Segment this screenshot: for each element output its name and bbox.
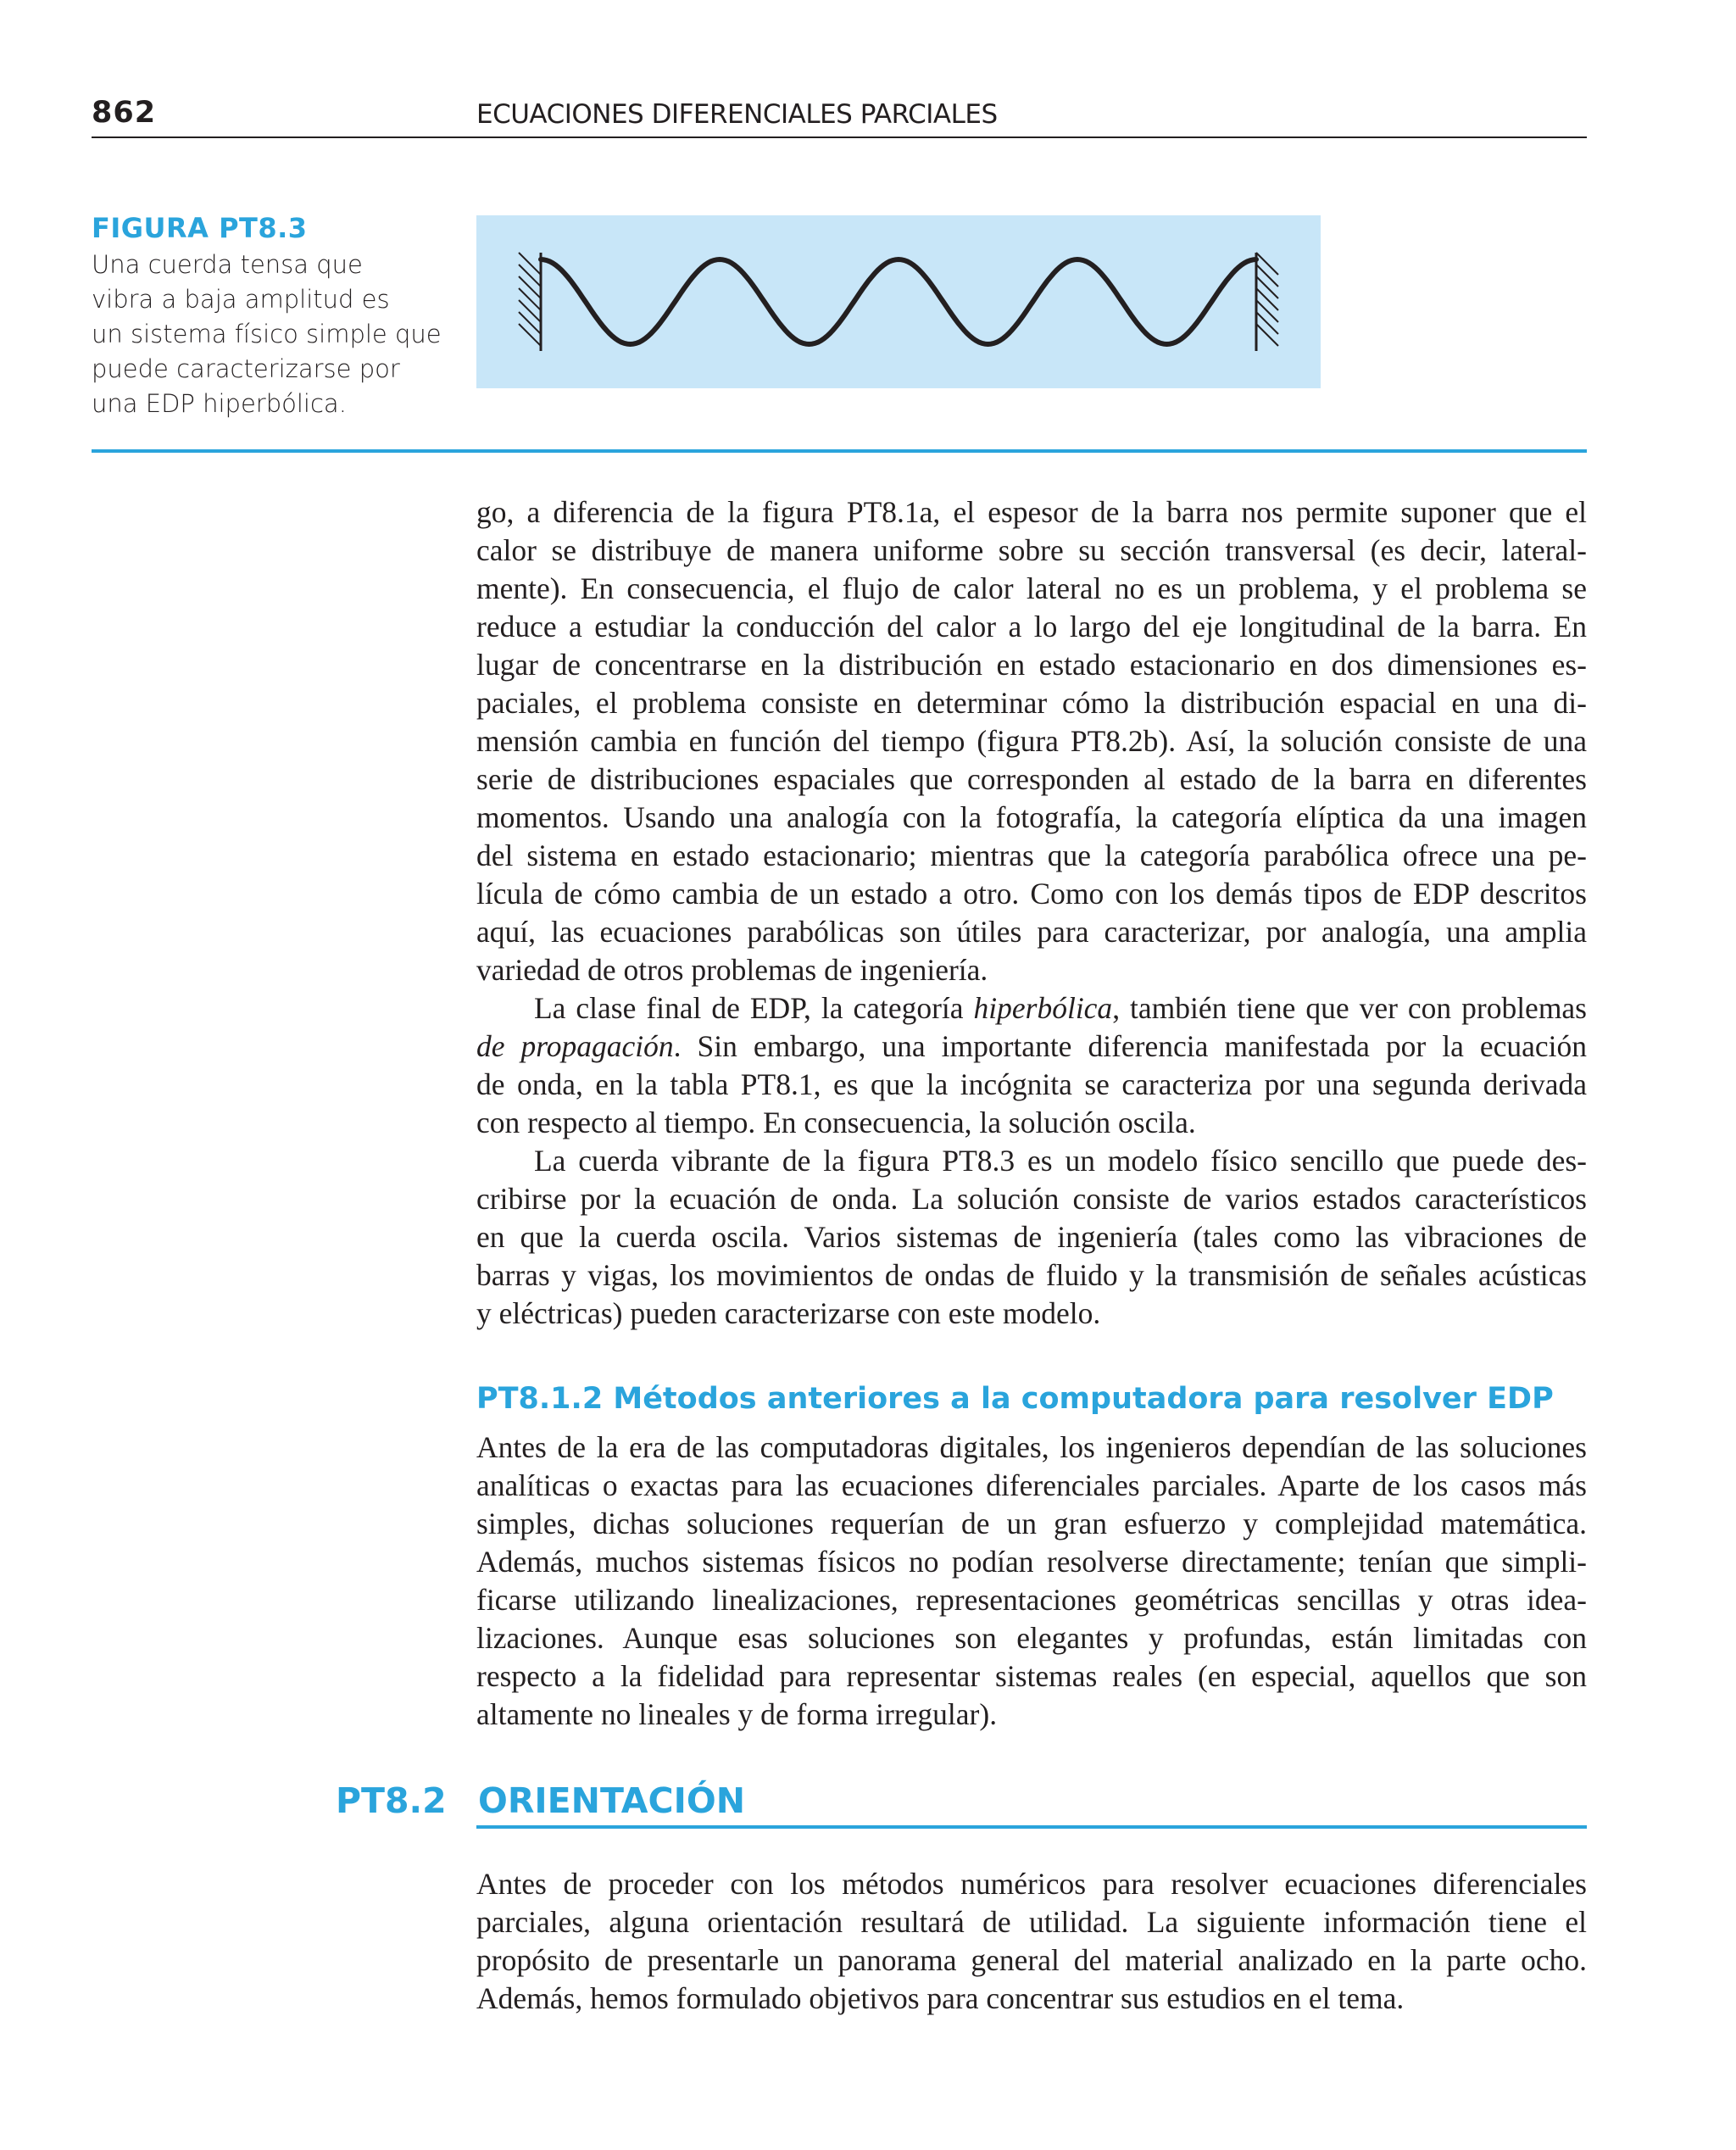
section-title: ORIENTACIÓN	[478, 1780, 746, 1821]
caption-line: una EDP hiperbólica.	[92, 389, 347, 418]
text-line: mente). En consecuencia, el flujo de calor lateral no es un problema, y el problema se	[476, 571, 1587, 605]
text-line: mensión cambia en función del tiempo (figura PT8.2b). Así, la solución consiste de una	[476, 724, 1587, 758]
page-number: 862	[92, 96, 157, 130]
text-line: calor se distribuye de manera uniforme sobre su sección transversal (es decir, lateral-	[476, 533, 1587, 567]
text-line: lugar de concentrarse en la distribución en estado estacionario en dos dimensiones es-	[476, 648, 1587, 682]
section-number: PT8.2	[336, 1780, 447, 1821]
text-line: altamente no lineales y de forma irregular).	[476, 1697, 998, 1731]
caption-line: un sistema físico simple que	[92, 320, 442, 348]
text-line: Además, hemos formulado objetivos para concentrar sus estudios en el tema.	[476, 1981, 1405, 2015]
text-line: simples, dichas soluciones requerían de un gran esfuerzo y complejidad matemática.	[476, 1507, 1587, 1540]
italic-term: hiperbólica	[973, 991, 1113, 1025]
paragraph-precomputer-methods	[476, 1429, 1587, 1734]
text-line: momentos. Usando una analogía con la fotografía, la categoría elíptica da una imagen	[476, 800, 1587, 834]
caption-line: vibra a baja amplitud es	[92, 285, 390, 314]
text-line: reduce a estudiar la conducción del calor a lo largo del eje longitudinal de la barra. En	[476, 610, 1587, 643]
paragraph-orientation	[476, 1865, 1587, 2018]
text-line: Antes de la era de las computadoras digitales, los ingenieros dependían de las soluciones	[476, 1430, 1587, 1464]
figure-caption	[92, 248, 448, 421]
text-line: La cuerda vibrante de la figura PT8.3 es un modelo físico sencillo que puede des-	[534, 1144, 1587, 1178]
text-line: serie de distribuciones espaciales que corresponden al estado de la barra en diferentes	[476, 762, 1587, 796]
text-line: de onda, en la tabla PT8.1, es que la incógnita se caracteriza por una segunda derivada	[476, 1067, 1587, 1101]
text-line: en que la cuerda oscila. Varios sistemas de ingeniería (tales como las vibraciones de	[476, 1220, 1587, 1254]
figure-label: FIGURA PT8.3	[92, 212, 308, 244]
text-line: analíticas o exactas para las ecuaciones diferenciales parciales. Aparte de los casos más	[476, 1468, 1587, 1502]
text-line: parciales, alguna orientación resultará de utilidad. La siguiente información tiene el	[476, 1905, 1587, 1939]
text-line: lícula de cómo cambia de un estado a otro. Como con los demás tipos de EDP descritos	[476, 877, 1587, 911]
vibrating-string-figure	[476, 215, 1321, 388]
text-line: La clase final de EDP, la categoría hiperbólica, también tiene que ver con problemas	[534, 991, 1587, 1025]
caption-line: puede caracterizarse por	[92, 354, 400, 383]
text-line: propósito de presentarle un panorama general del material analizado en la parte ocho.	[476, 1943, 1587, 1977]
italic-term: de propagación	[476, 1029, 674, 1063]
text-line: Además, muchos sistemas físicos no podían resolverse directamente; tenían que simpli-	[476, 1545, 1587, 1579]
header-rule	[92, 136, 1587, 138]
text-line: barras y vigas, los movimientos de ondas de fluido y la transmisión de señales acústicas	[476, 1258, 1587, 1292]
running-title: ECUACIONES DIFERENCIALES PARCIALES	[476, 99, 998, 130]
figure-background	[476, 215, 1321, 388]
text-line: aquí, las ecuaciones parabólicas son útiles para caracterizar, por analogía, una amplia	[476, 915, 1587, 949]
text-line: cribirse por la ecuación de onda. La solución consiste de varios estados característicos	[476, 1182, 1587, 1216]
text-line: respecto a la fidelidad para representar sistemas reales (en especial, aquellos que son	[476, 1659, 1587, 1693]
text-line: go, a diferencia de la figura PT8.1a, el espesor de la barra nos permite suponer que el	[476, 495, 1587, 529]
text-line: ficarse utilizando linealizaciones, representaciones geométricas sencillas y otras idea-	[476, 1583, 1587, 1617]
text-line: del sistema en estado estacionario; mientras que la categoría parabólica ofrece una pe-	[476, 838, 1587, 872]
text-line: variedad de otros problemas de ingeniería.	[476, 953, 988, 987]
section-rule	[476, 1825, 1587, 1829]
text-line: con respecto al tiempo. En consecuencia, la solución oscila.	[476, 1106, 1196, 1139]
text-line: y eléctricas) pueden caracterizarse con este modelo.	[476, 1296, 1101, 1330]
paragraph-heat-conduction	[476, 493, 1587, 1333]
figure-rule	[92, 449, 1587, 453]
text-line: de propagación. Sin embargo, una importante diferencia manifestada por la ecuación	[476, 1029, 1588, 1063]
text-line: paciales, el problema consiste en determinar cómo la distribución espacial en una di-	[476, 686, 1587, 720]
subsection-heading: PT8.1.2 Métodos anteriores a la computadora para resolver EDP	[476, 1382, 1554, 1416]
caption-line: Una cuerda tensa que	[92, 250, 363, 279]
text-line: lizaciones. Aunque esas soluciones son elegantes y profundas, están limitadas con	[476, 1621, 1587, 1655]
text-line: Antes de proceder con los métodos numéricos para resolver ecuaciones diferenciales	[476, 1867, 1587, 1901]
